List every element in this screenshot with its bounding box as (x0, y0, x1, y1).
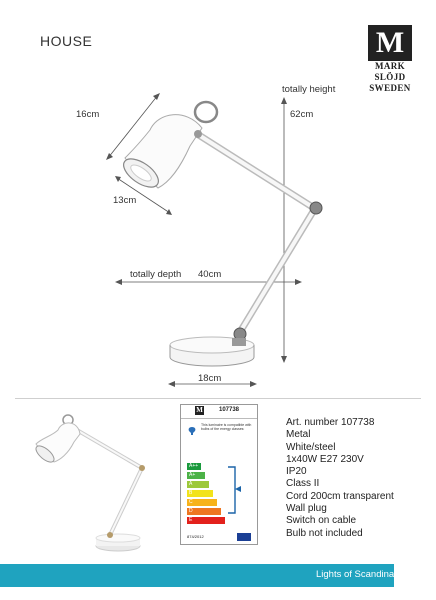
energy-class-bar: C (187, 499, 217, 506)
base-diameter-value: 18cm (198, 373, 222, 384)
compatibility-bracket-icon (225, 465, 247, 520)
spec-switch: Switch on cable (286, 515, 357, 527)
depth-value: 40cm (198, 269, 222, 280)
energy-class-bar: A++ (187, 463, 201, 470)
energy-label-header (181, 405, 257, 419)
product-photo (30, 408, 160, 558)
energy-class-bar: A (187, 481, 209, 488)
section-divider (15, 398, 421, 399)
spec-material: Metal (286, 429, 311, 441)
spec-color: White/steel (286, 441, 336, 453)
energy-label-note: This luminaire is compatible with bulbs of the energy classes: (201, 423, 252, 431)
energy-label-art-number: 107738 (219, 407, 240, 413)
energy-label (180, 404, 258, 545)
brand-logo-mark: M (368, 25, 412, 61)
energy-class-bar: D (187, 508, 221, 515)
energy-class-bar: E (187, 517, 225, 524)
product-specs (286, 417, 394, 540)
footer (0, 564, 436, 587)
spec-class: Class II (286, 478, 320, 490)
energy-class-bar: B (187, 490, 213, 497)
brand-logo-line2: SLÖJD (374, 72, 406, 82)
spec-plug: Wall plug (286, 503, 327, 515)
shade-length-value: 16cm (76, 109, 100, 120)
energy-label-brand-mark: M (196, 406, 203, 414)
height-value: 62cm (290, 109, 314, 120)
eu-flag-icon (237, 533, 251, 541)
spec-bulb-note: Bulb not included (286, 527, 363, 539)
height-label: totally height (282, 84, 336, 95)
shade-diameter-value: 13cm (113, 195, 137, 206)
brand-logo-line3: SWEDEN (369, 83, 411, 93)
depth-label: totally depth (130, 269, 182, 280)
energy-label-regulation: 874/2012 (187, 534, 204, 539)
footer-tagline: Lights of Scandinavia (316, 569, 407, 580)
spec-ip: IP20 (286, 466, 307, 478)
spec-bulb: 1x40W E27 230V (286, 453, 364, 465)
product-title: HOUSE (40, 33, 93, 49)
spec-cord: Cord 200cm transparent (286, 490, 394, 502)
brand-logo-line1: MARK (374, 61, 406, 71)
bulb-icon (188, 423, 196, 433)
spec-art-number: Art. number 107738 (286, 417, 375, 428)
energy-class-bar: A+ (187, 472, 205, 479)
